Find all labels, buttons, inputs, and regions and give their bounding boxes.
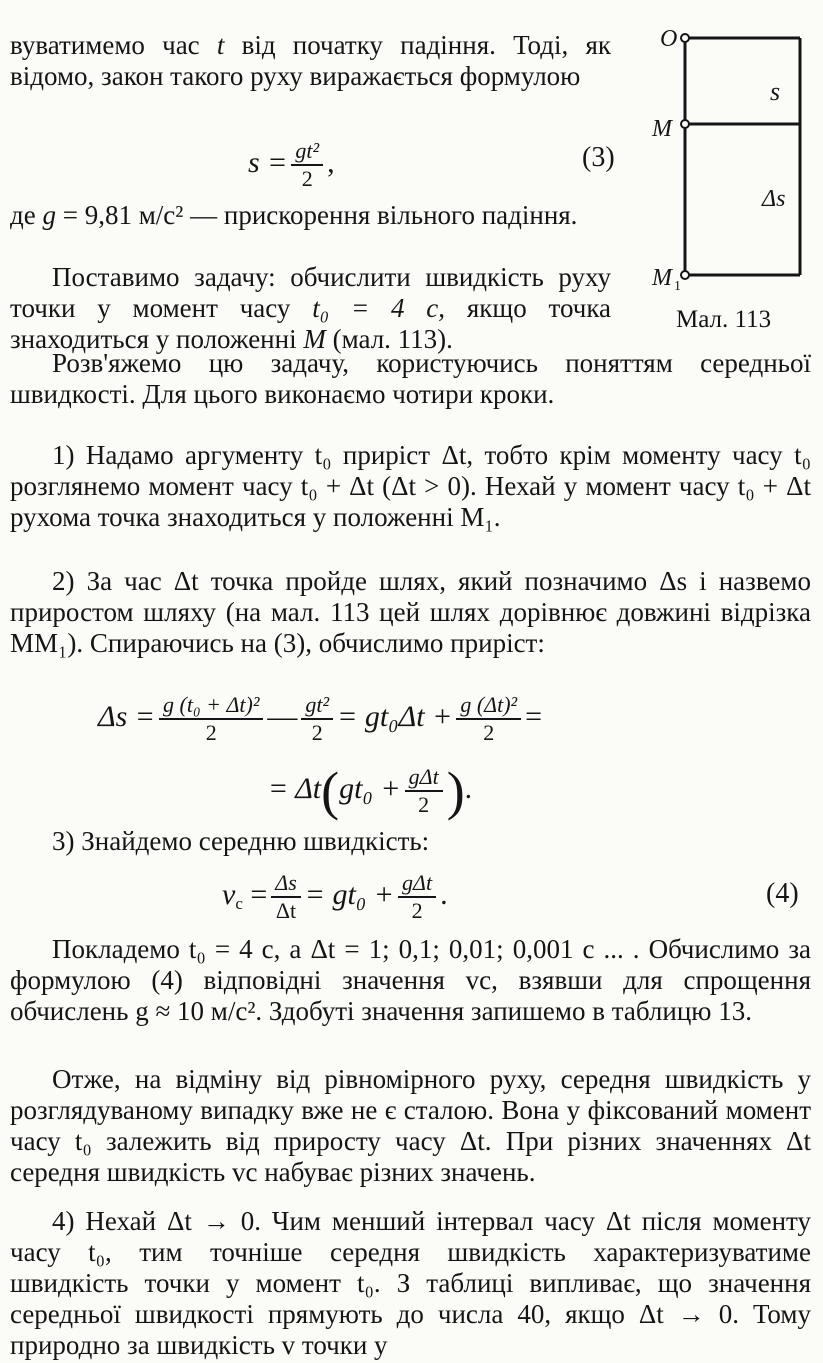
- step-3: 3) Знайдемо середню швидкість:: [52, 826, 430, 856]
- equation-4: $v_c$ = $\frac{\Delta s}{\Delta t}$ = gt₀ + $\frac{\text{gΔt}}{2}$ .: [222, 870, 448, 923]
- paragraph-3: Поставимо задачу: обчислити швидкість руху точки у момент часу t₀ = 4 с, якщо точка знаходиться у положенні M (мал. 113).: [10, 262, 612, 354]
- label-s: s: [770, 77, 781, 106]
- label-O: O: [660, 26, 678, 52]
- label-delta-s: Δs: [762, 186, 786, 212]
- step-1: 1) Надамо аргументу t₀ приріст Δt, тобто крім моменту часу t₀ розглянемо момент часу t₀ + Δt (Δt > 0). Нехай у момент часу t₀ + Δt рухома точка знаходиться у положенні M₁.: [10, 440, 811, 532]
- equation-4-number: (4): [766, 878, 799, 909]
- equation-3: s = $\frac{\text{gt²}}{2}$ ,: [248, 138, 335, 191]
- paragraph-2: де g = 9,81 м/с² — прискорення вільного падіння.: [10, 200, 578, 230]
- label-M: M: [652, 116, 672, 142]
- point-M: [681, 120, 689, 128]
- equation-3-number: (3): [582, 142, 615, 173]
- equation-delta-s-factored: = Δt(gt₀ + $\frac{\text{gΔt}}{2}$ ).: [268, 761, 473, 821]
- label-M1-sub: 1: [674, 279, 681, 294]
- label-M1: M: [652, 265, 672, 291]
- figure-caption: Мал. 113: [676, 306, 772, 333]
- paragraph-1: вуватимемо час t від початку падіння. Тоді, як відомо, закон такого руху виражається формулою: [10, 30, 611, 91]
- figure-113-diagram: [650, 20, 820, 340]
- paragraph-4: Розв'яжемо цю задачу, користуючись поняттям середньої швидкості. Для цього виконаємо чотири кроки.: [10, 348, 811, 409]
- step-4: 4) Нехай Δt → 0. Чим менший інтервал часу Δt після моменту часу t₀, тим точніше середня швидкість характеризуватиме швидкість точки у момент t₀. З таблиці випливає, що значення середньої швидкості прямують до числа 40, якщо Δt → 0. Тому природно за швидкість v точки у: [10, 1206, 811, 1360]
- point-O: [681, 34, 689, 42]
- equation-delta-s: Δs = $\frac{\text{g (t₀ + Δt)²}}{2}$ — $\frac{\text{gt²}}{2}$ = gt₀Δt + $\frac{\text{g (Δt)²}}{2}$ =: [98, 692, 543, 745]
- paragraph-6: Отже, на відміну від рівномірного руху, середня швидкість у розглядуваному випадку вже не є сталою. Вона у фіксований момент часу t₀ залежить від приросту часу Δt. При різних значеннях Δt середня швидкість vc набуває різних значень.: [10, 1064, 811, 1187]
- point-M1: [681, 271, 689, 279]
- step-2: 2) За час Δt точка пройде шлях, який позначимо Δs і назвемо приростом шляху (на мал. 113 цей шлях дорівнює довжині відрізка MM₁). Спираючись на (3), обчислимо приріст:: [10, 566, 811, 658]
- paragraph-5: Покладемо t₀ = 4 с, а Δt = 1; 0,1; 0,01; 0,001 с ... . Обчислимо за формулою (4) відповідні значення vc, взявши для спрощення обчислень g ≈ 10 м/с². Здобуті значення запишемо в таблицю 13.: [10, 934, 811, 1026]
